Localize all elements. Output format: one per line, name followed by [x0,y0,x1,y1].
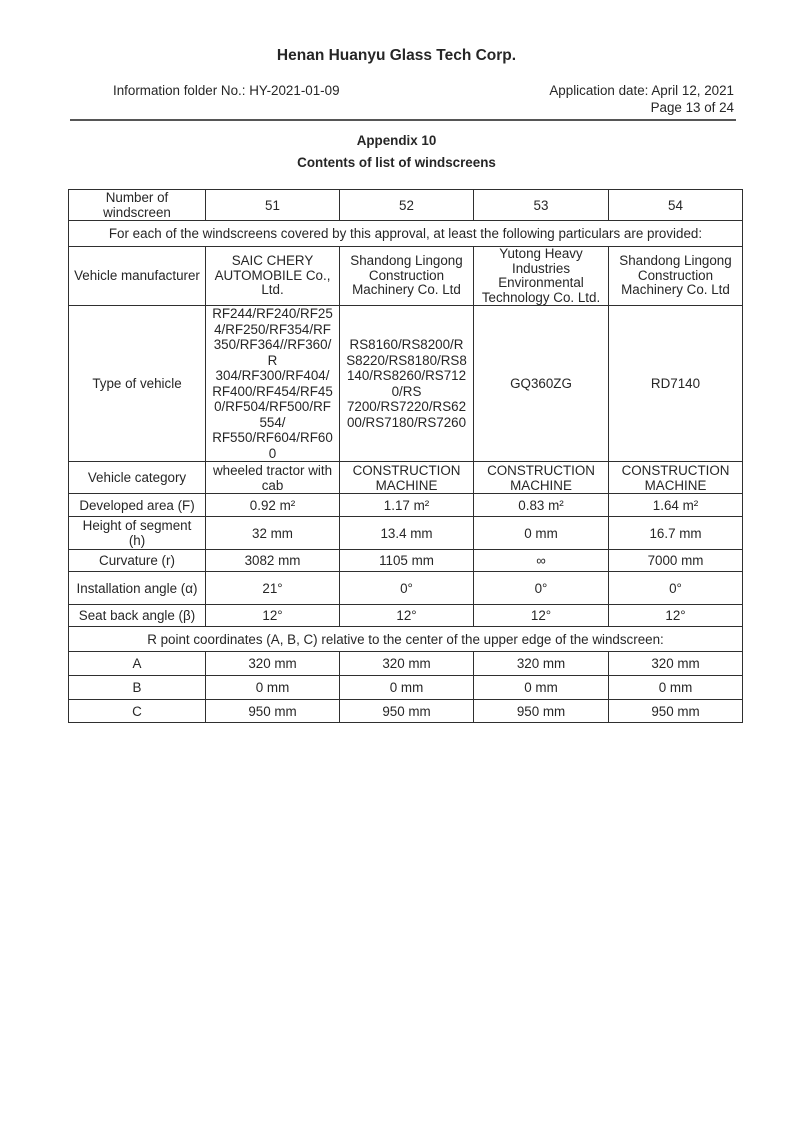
page-number: Page 13 of 24 [650,100,734,115]
row-developed-area [69,494,743,517]
row-label: Developed area (F) [69,494,206,517]
row-label: Seat back angle (β) [69,605,206,627]
row-label: Number of windscreen [69,190,206,221]
row-label: Vehicle category [69,462,206,494]
row-coordinate-a [69,652,743,676]
vehicle-type-cell: RD7140 [609,306,743,462]
row-installation-angle [69,572,743,605]
row-label: Height of segment (h) [69,517,206,550]
row-height-of-segment [69,517,743,550]
segment-height-cell: 32 mm [206,517,340,550]
windscreen-number-cell: 52 [340,190,474,221]
manufacturer-cell: Shandong Lingong Construction Machinery Co. Ltd [340,247,474,306]
coordinate-a-cell: 320 mm [609,652,743,676]
row-vehicle-category [69,462,743,494]
manufacturer-cell: Yutong Heavy Industries Environmental Technology Co. Ltd. [474,247,609,306]
coordinate-b-cell: 0 mm [206,676,340,700]
windscreen-number-cell: 51 [206,190,340,221]
row-label: Vehicle manufacturer [69,247,206,306]
row-label: B [69,676,206,700]
curvature-cell: 7000 mm [609,550,743,572]
appendix-title: Appendix 10 [356,133,437,148]
installation-angle-cell: 0° [609,572,743,605]
coordinate-b-cell: 0 mm [609,676,743,700]
seat-back-angle-cell: 12° [474,605,609,627]
coordinate-a-cell: 320 mm [340,652,474,676]
segment-height-cell: 16.7 mm [609,517,743,550]
curvature-cell: 1105 mm [340,550,474,572]
windscreens-table [68,189,743,723]
vehicle-category-cell: CONSTRUCTION MACHINE [609,462,743,494]
curvature-cell: 3082 mm [206,550,340,572]
seat-back-angle-cell: 12° [340,605,474,627]
windscreen-number-cell: 54 [609,190,743,221]
vehicle-category-cell: wheeled tractor with cab [206,462,340,494]
document-subtitle: Contents of list of windscreens [297,155,496,170]
row-r-point-note [69,627,743,652]
coordinate-b-cell: 0 mm [474,676,609,700]
r-point-note: R point coordinates (A, B, C) relative to the center of the upper edge of the windscreen: [69,627,743,652]
installation-angle-cell: 0° [474,572,609,605]
row-vehicle-manufacturer [69,247,743,306]
coordinate-b-cell: 0 mm [340,676,474,700]
row-type-of-vehicle [69,306,743,462]
info-folder-number: Information folder No.: HY-2021-01-09 [113,83,340,98]
row-label: C [69,700,206,723]
vehicle-type-cell: RF244/RF240/RF254/RF250/RF354/RF350/RF364//RF360/R 304/RF300/RF404/RF400/RF454/RF450/RF504/RF500/RF554/ RF550/RF604/RF600 [206,306,340,462]
curvature-cell: ∞ [474,550,609,572]
vehicle-type-cell: RS8160/RS8200/RS8220/RS8180/RS8140/RS8260/RS7120/RS 7200/RS7220/RS6200/RS7180/RS7260 [340,306,474,462]
document-meta-row [0,66,793,99]
coordinate-c-cell: 950 mm [206,700,340,723]
row-label: Curvature (r) [69,550,206,572]
row-label: Type of vehicle [69,306,206,462]
vehicle-type-cell: GQ360ZG [474,306,609,462]
windscreen-number-cell: 53 [474,190,609,221]
header-divider [70,119,736,121]
approval-note: For each of the windscreens covered by this approval, at least the following particulars are provided: [69,221,743,247]
row-approval-note [69,221,743,247]
coordinate-c-cell: 950 mm [609,700,743,723]
row-coordinate-b [69,676,743,700]
row-label: Installation angle (α) [69,572,206,605]
segment-height-cell: 0 mm [474,517,609,550]
coordinate-a-cell: 320 mm [474,652,609,676]
seat-back-angle-cell: 12° [609,605,743,627]
coordinate-c-cell: 950 mm [474,700,609,723]
vehicle-category-cell: CONSTRUCTION MACHINE [340,462,474,494]
row-curvature [69,550,743,572]
developed-area-cell: 0.92 m² [206,494,340,517]
company-title: Henan Huanyu Glass Tech Corp. [276,47,517,64]
application-date: Application date: April 12, 2021 [549,83,734,98]
seat-back-angle-cell: 12° [206,605,340,627]
manufacturer-cell: Shandong Lingong Construction Machinery Co. Ltd [609,247,743,306]
installation-angle-cell: 0° [340,572,474,605]
row-coordinate-c [69,700,743,723]
manufacturer-cell: SAIC CHERY AUTOMOBILE Co., Ltd. [206,247,340,306]
row-number-of-windscreen [69,190,743,221]
segment-height-cell: 13.4 mm [340,517,474,550]
developed-area-cell: 1.17 m² [340,494,474,517]
coordinate-c-cell: 950 mm [340,700,474,723]
developed-area-cell: 1.64 m² [609,494,743,517]
coordinate-a-cell: 320 mm [206,652,340,676]
developed-area-cell: 0.83 m² [474,494,609,517]
vehicle-category-cell: CONSTRUCTION MACHINE [474,462,609,494]
installation-angle-cell: 21° [206,572,340,605]
row-seat-back-angle [69,605,743,627]
row-label: A [69,652,206,676]
